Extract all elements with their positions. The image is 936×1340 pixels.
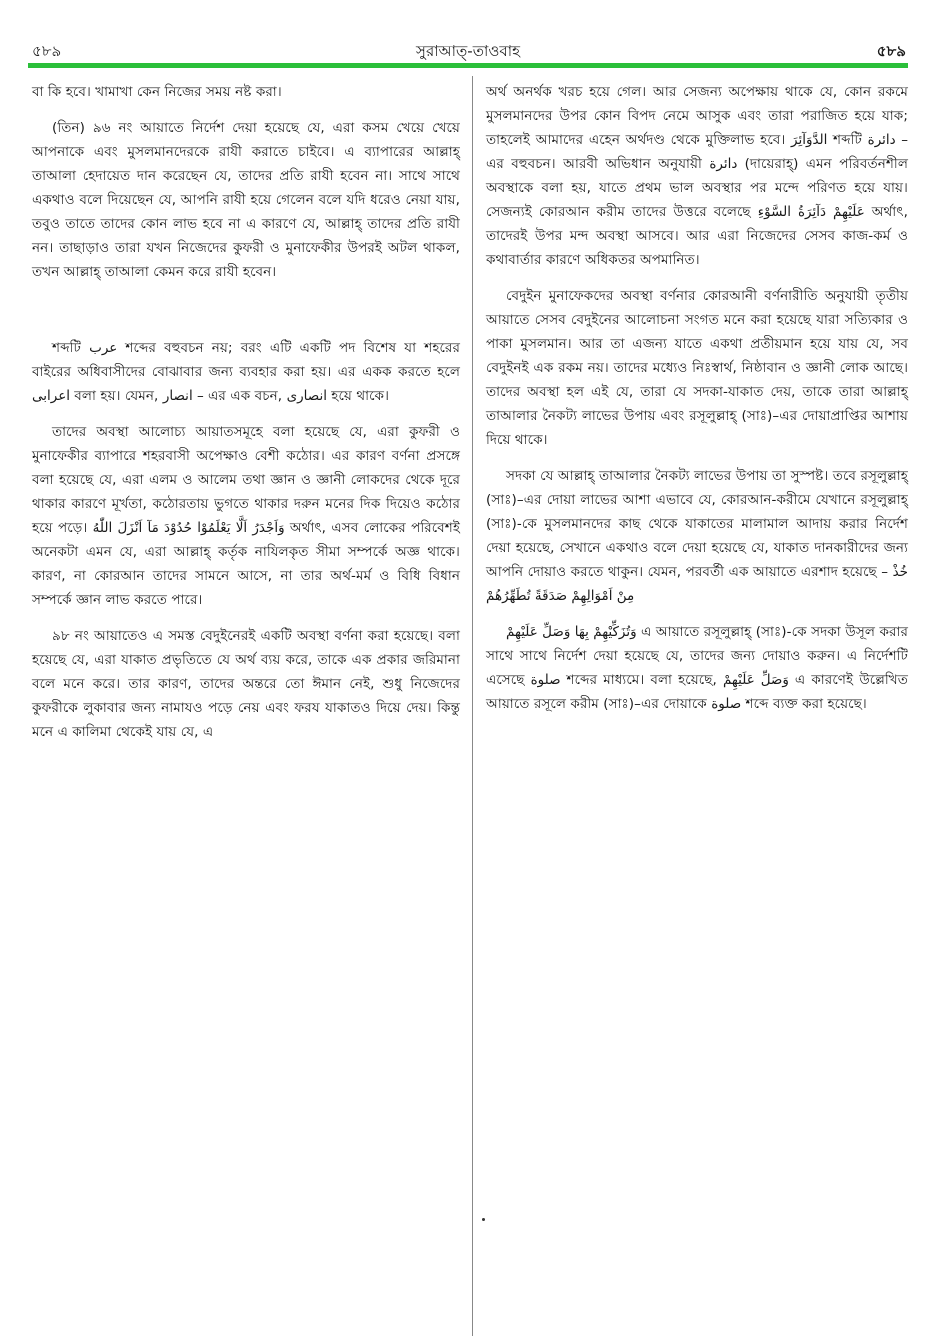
header-divider [28, 63, 908, 68]
paragraph: সদকা যে আল্লাহ্ তাআলার নৈকট্য লাভের উপায় তা সুস্পষ্ট। তবে রসূলুল্লাহ্ (সাঃ)–এর দোয়া লাভের আশা এভাবে যে, কোরআন-করীমে যেখানে রসূলুল্লাহ্ (সাঃ)-কে মুসলমানদের কাছ থেকে যাকাতের মালামাল আদায় করার নির্দেশ দেয়া হয়েছে, সেখানে একথাও বলে দেয়া হয়েছে যে, যাকাত দানকারীদের জন্য আপনি দোয়াও করতে থাকুন। যেমন, পরবর্তী এক আয়াতে এরশাদ হয়েছে – خُذْ مِنْ اَمْوَالِهِمْ صَدَقَةً تُطَهِّرُهُمْ [486, 468, 908, 604]
section-gap [32, 296, 460, 336]
paragraph: বা কি হবে। খামাখা কেন নিজের সময় নষ্ট করা। [32, 84, 282, 100]
page-number-left: ৫৮৯ [32, 42, 62, 60]
paragraph: শব্দটি عرب শব্দের বহুবচন নয়; বরং এটি একটি পদ বিশেষ যা শহরের বাইরের অধিবাসীদের বোঝাবার জন্য ব্যবহার করা হয়। এর একক করতে হলে اعرابى বলা হয়। যেমন, انصار – এর এক বচন, انصارى হয়ে থাকে। [32, 340, 460, 404]
paragraph: অর্থ অনর্থক খরচ হয়ে গেল। আর সেজন্য অপেক্ষায় থাকে যে, কোন রকমে মুসলমানদের উপর কোন বিপদ নেমে আসুক এবং তারা পরাজিত হয়ে যাক; তাহলেই আমাদের এহেন অর্থদণ্ড থেকে মুক্তিলাভ হবে। الدَّوَآئِرَ শব্দটি دائرة –এর বহুবচন। আরবী অভিধান অনুযায়ী دائرة (দায়েরাহ্) এমন পরিবর্তনশীল অবস্থাকে বলা হয়, যাতে প্রথম ভাল অবস্থার পর মন্দে পরিণত হয়ে যায়। সেজন্যই কোরআন করীম তাদের উত্তরে বলেছে عَلَيْهِمْ دَآئِرَةُ السَّوْءِ অর্থাৎ, তাদেরই উপর মন্দ অবস্থা আসবে। আর এরা নিজেদের সেসব কাজ-কর্ম ও কথাবার্তার কারণে অধিকতর অপমানিত। [486, 84, 908, 268]
paragraph: তাদের অবস্থা আলোচ্য আয়াতসমূহে বলা হয়েছে যে, এরা কুফরী ও মুনাফেকীর ব্যাপারে শহরবাসী অপেক্ষাও বেশী কঠোর। এর কারণ বর্ণনা প্রসঙ্গে বলা হয়েছে যে, এরা এলম ও আলেম তথা জ্ঞান ও জ্ঞানী লোকদের থেকে দূরে থাকার কারণে মূর্খতা, কঠোরতায় ভুগতে থাকার দরুন মনের দিক দিয়েও কঠোর হয়ে পড়ে। وَاَجْدَرُ اَلَّا يَعْلَمُوْا حُدُوْدَ مَآ اَنْزَلَ اللّٰهُ অর্থাৎ, এসব লোকের পরিবেশই অনেকটা এমন যে, এরা আল্লাহ্ কর্তৃক নাযিলকৃত সীমা সম্পর্কে অজ্ঞ থাকে। কারণ, না কোরআন তাদের সামনে আসে, না তার অর্থ-মর্ম ও বিধি বিধান সম্পর্কে জ্ঞান লাভ করতে পারে। [32, 424, 460, 608]
column-divider [472, 76, 473, 1336]
page-number-right: ৫৮৯ [876, 42, 906, 60]
paragraph: وَتُزَكِّيْهِمْ بِهَا وَصَلِّ عَلَيْهِمْ এ আয়াতে রসূলুল্লাহ্ (সাঃ)-কে সদকা উসূল করার সাথে সাথে নির্দেশ দেয়া হয়েছে যে, তাদের জন্য দোয়াও করুন। এ নির্দেশটি এসেছে صلوة শব্দের মাধ্যমে। বলা হয়েছে, وَصَلِّ عَلَيْهِمْ এ কারণেই উল্লেখিত আয়াতে রসূলে করীম (সাঃ)–এর দোয়াকে صلوة শব্দে ব্যক্ত করা হয়েছে। [486, 624, 908, 712]
ink-dot [482, 1218, 485, 1221]
page-title: সুরাআত্-তাওবাহ [416, 42, 520, 60]
page-header [0, 0, 936, 70]
left-column [32, 80, 460, 756]
paragraph: বেদুইন মুনাফেকদের অবস্থা বর্ণনার কোরআনী বর্ণনারীতি অনুযায়ী তৃতীয় আয়াতে সেসব বেদুইনের আলোচনা সংগত মনে করা হয়েছে যারা সত্যিকার ও পাকা মুসলমান। আর তা এজন্য যাতে একথা প্রতীয়মান হয়ে যায় যে, সব বেদুইনই এক রকম নয়। তাদের মধ্যেও নিঃস্বার্থ, নিষ্ঠাবান ও জ্ঞানী লোক আছে। তাদের অবস্থা হল এই যে, তারা যে সদকা-যাকাত দেয়, তাকে তারা আল্লাহ্ তাআলার নৈকট্য লাভের উপায় এবং রসূলুল্লাহ্ (সাঃ)–এর দোয়াপ্রাপ্তির আশায় দিয়ে থাকে। [486, 288, 908, 448]
paragraph: ৯৮ নং আয়াতেও এ সমস্ত বেদুইনেরই একটি অবস্থা বর্ণনা করা হয়েছে। বলা হয়েছে যে, এরা যাকাত প্রভৃতিতে যে অর্থ ব্যয় করে, তাকে এক প্রকার জরিমানা বলে মনে করে। তার কারণ, তাদের অন্তরে তো ঈমান নেই, শুধু নিজেদের কুফরীকে লুকাবার জন্য নামাযও পড়ে নেয় এবং ফরয যাকাতও দিয়ে দেয়। কিন্তু মনে এ কালিমা থেকেই যায় যে, এ [32, 628, 460, 740]
paragraph: (তিন) ৯৬ নং আয়াতে নির্দেশ দেয়া হয়েছে যে, এরা কসম খেয়ে খেয়ে আপনাকে এবং মুসলমানদেরকে রাযী করাতে চাইবে। এ ব্যাপারের আল্লাহ্ তাআলা হেদায়েত দান করেছেন যে, তাদের প্রতি রাযী হবেন না। সাথে সাথে একথাও বলে দিয়েছেন যে, আপনি রাযী হয়ে গেলেন বলে যদি ধরেও নেয়া যায়, তবুও তাতে তাদের কোন লাভ হবে না এ কারণে যে, আল্লাহ্ তাদের প্রতি রাযী নন। তাছাড়াও তারা যখন নিজেদের কুফরী ও মুনাফেকীর উপরই অটল থাকল, তখন আল্লাহ্ তাআলা কেমন করে রাযী হবেন। [32, 120, 460, 280]
right-column [486, 80, 908, 728]
